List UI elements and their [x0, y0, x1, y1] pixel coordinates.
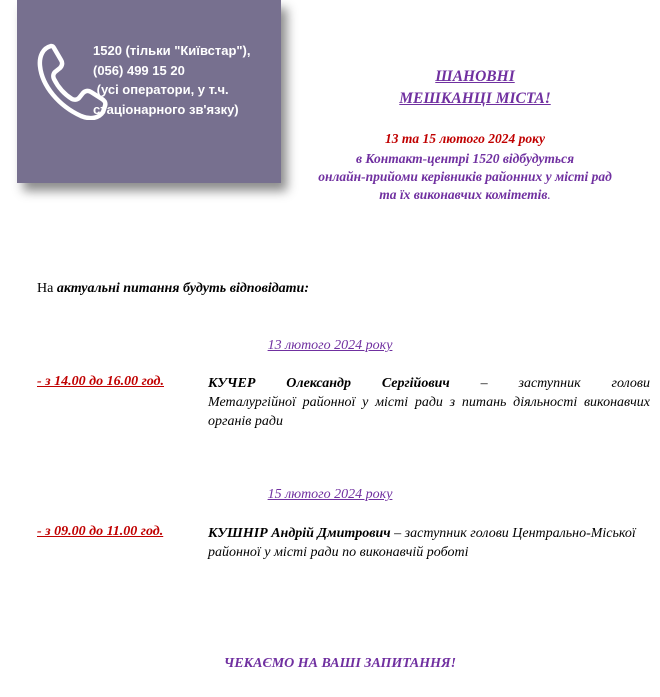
announcement-date: 13 та 15 лютого 2024 року: [384, 131, 546, 146]
official-position-rest: Металургійної районної у місті ради з питань діяльності виконавчих органів ради: [208, 395, 650, 429]
greeting-line-1: ШАНОВНІ: [435, 68, 515, 85]
time-slot: - з 09.00 до 11.00 год.: [37, 524, 164, 539]
intro-text: [37, 281, 309, 297]
official-entry: [208, 374, 650, 431]
contact-line: (056) 499 15 20: [93, 62, 185, 78]
schedule-date: 15 лютого 2024 року: [267, 487, 393, 502]
greeting-line-2: МЕШКАНЦІ МІСТА!: [399, 90, 551, 107]
closing-message: ЧЕКАЄМО НА ВАШІ ЗАПИТАННЯ!: [223, 656, 457, 671]
official-position: – заступник голови: [449, 376, 650, 391]
official-line: [208, 374, 650, 393]
contact-line: стаціонарного зв'язку): [93, 101, 239, 117]
official-entry: [208, 524, 650, 562]
contact-info: [93, 41, 283, 119]
announcement-line: онлайн-прийоми керівників районних у місті рад: [318, 169, 612, 184]
official-name: КУЧЕР Олександр Сергійович: [208, 376, 450, 391]
schedule-date: 13 лютого 2024 року: [267, 338, 393, 353]
intro-main: актуальні питання будуть відповідати:: [56, 281, 309, 296]
time-slot: - з 14.00 до 16.00 год.: [37, 374, 164, 389]
intro-prefix: На: [37, 281, 57, 296]
announcement-line: в Контакт-центрі 1520 відбудуться: [355, 151, 575, 166]
official-position: – заступник голови Центрально-Міської районної у місті ради по виконавчій роботі: [208, 526, 636, 560]
contact-line: 1520 (тільки "Київстар"),: [93, 43, 251, 58]
announcement-line: [275, 186, 655, 204]
contact-box: [17, 0, 281, 183]
announcement-period: .: [547, 187, 551, 202]
contact-line: (усі оператори, у т.ч.: [93, 82, 229, 97]
official-name: КУШНІР Андрій Дмитрович: [208, 526, 391, 541]
announcement-text: та їх виконавчих комітетів: [379, 187, 548, 202]
